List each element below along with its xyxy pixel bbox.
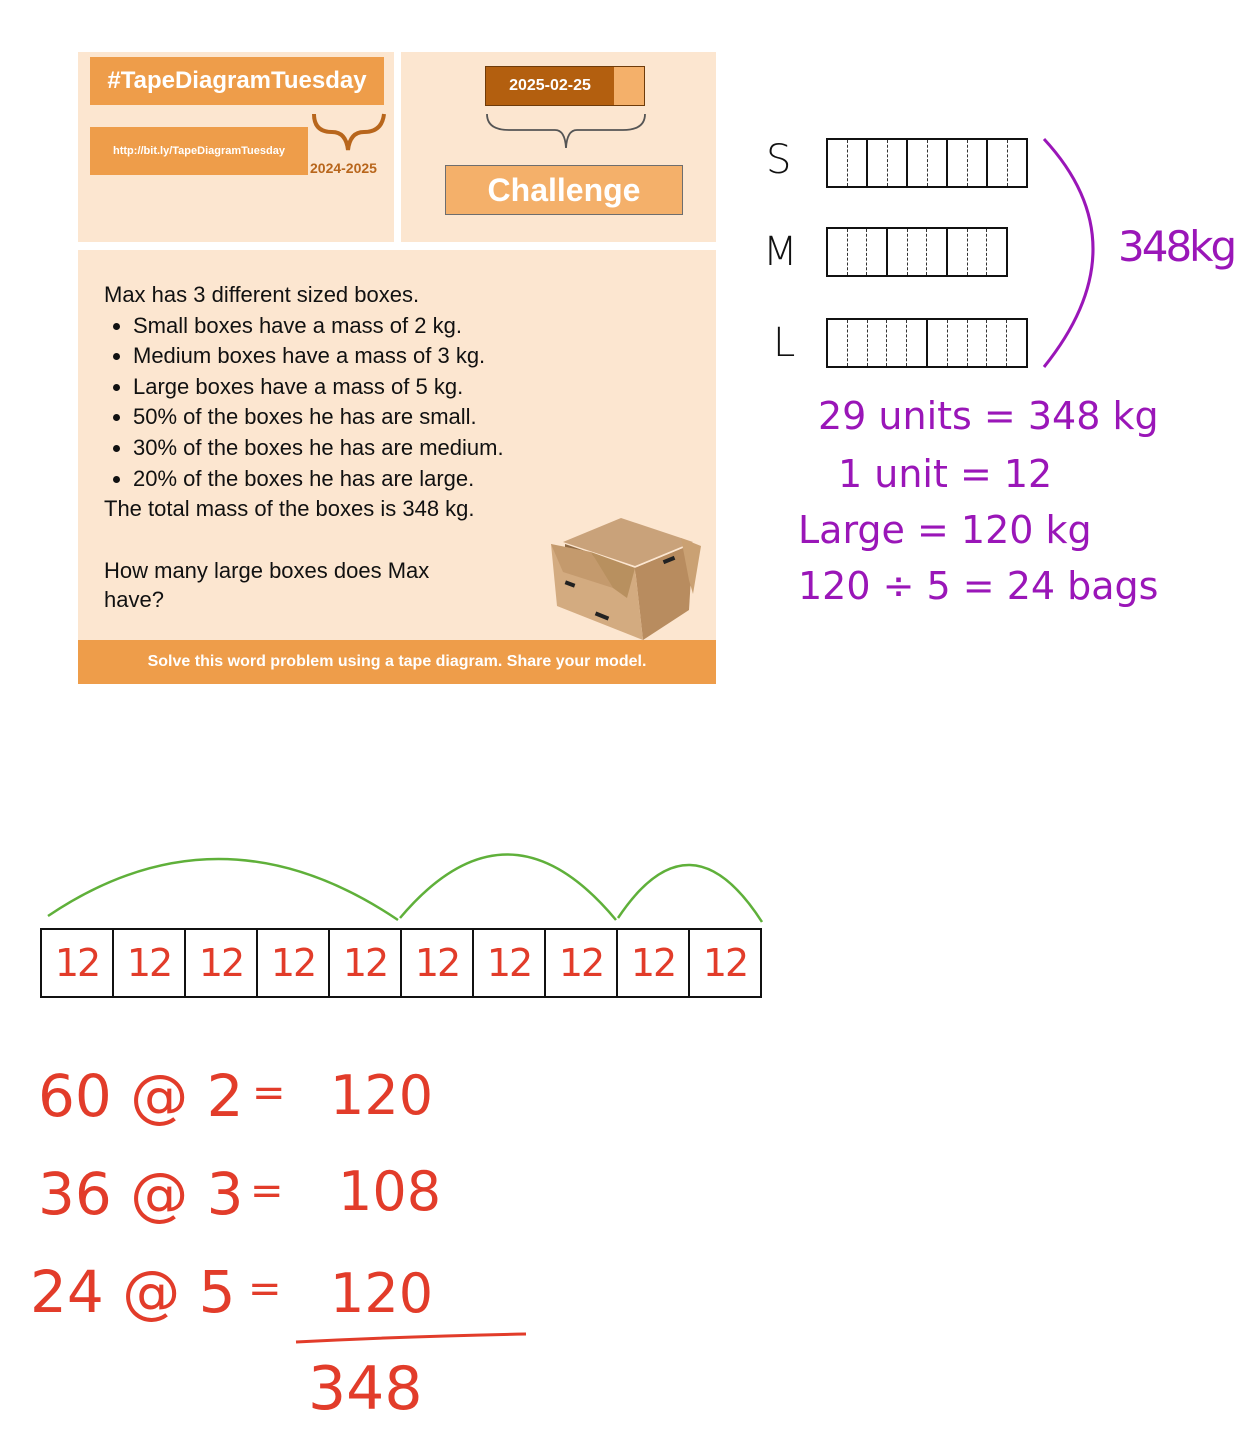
link-banner[interactable]: http://bit.ly/TapeDiagramTuesday — [90, 127, 308, 175]
tape-unit-group — [868, 140, 908, 186]
tape-unit — [968, 140, 987, 186]
tape-unit — [927, 229, 946, 275]
tape-unit-group — [828, 229, 888, 275]
row-label-small: S — [766, 137, 792, 183]
tape-cell: 12 — [330, 930, 402, 996]
hashtag-banner: #TapeDiagramTuesday — [90, 57, 384, 105]
question-line: How many large boxes does Max — [104, 557, 430, 583]
tape-cell: 12 — [474, 930, 546, 996]
footer-banner: Solve this word problem using a tape diagram. Share your model. — [78, 640, 716, 684]
calc-left: 24 @ 5 — [30, 1258, 236, 1326]
tape-unit — [867, 229, 886, 275]
problem-bullets — [104, 311, 574, 495]
tape-unit — [987, 320, 1007, 366]
tape-cell: 12 — [114, 930, 186, 996]
tape-unit — [848, 229, 868, 275]
problem-intro: Max has 3 different sized boxes. — [104, 282, 420, 307]
tape-unit — [828, 229, 848, 275]
group-arcs — [40, 840, 764, 930]
tape-cell: 12 — [618, 930, 690, 996]
total-label: 348kg — [1118, 222, 1235, 271]
tape-unit-group — [948, 229, 1006, 275]
calc-total: 348 — [308, 1354, 423, 1424]
work-line: 1 unit = 12 — [838, 452, 1053, 496]
tape-unit — [968, 320, 988, 366]
tape-unit — [948, 229, 968, 275]
calc-eq: = — [248, 1266, 282, 1312]
tape-unit-group — [928, 320, 1026, 366]
tape-unit — [888, 140, 907, 186]
tape-unit — [987, 229, 1006, 275]
brace-icon — [485, 112, 647, 152]
work-line: 29 units = 348 kg — [818, 394, 1159, 438]
brace-icon — [310, 110, 388, 156]
tape-unit-group — [988, 140, 1026, 186]
tape-unit — [868, 320, 888, 366]
tape-unit — [907, 320, 926, 366]
tape-large — [826, 318, 1028, 368]
tape-cell: 12 — [402, 930, 474, 996]
tape-unit — [848, 320, 868, 366]
challenge-card — [78, 52, 716, 684]
tape-unit — [968, 229, 988, 275]
bullet-item: • Large boxes have a mass of 5 kg. — [133, 372, 574, 403]
problem-text — [104, 280, 574, 614]
tape-medium — [826, 227, 1008, 277]
tape-unit — [888, 229, 908, 275]
tape-unit — [1008, 140, 1027, 186]
tape-unit-group — [908, 140, 948, 186]
bullet-item: • 30% of the boxes he has are medium. — [133, 433, 574, 464]
school-year: 2024-2025 — [310, 160, 377, 176]
calc-right: 120 — [330, 1262, 434, 1325]
tape-unit — [948, 320, 968, 366]
row-label-medium: M — [763, 229, 798, 275]
sum-line — [294, 1330, 530, 1346]
calc-right: 108 — [338, 1160, 442, 1223]
tape-unit — [828, 140, 848, 186]
tape-cell: 12 — [546, 930, 618, 996]
tape-unit — [928, 140, 947, 186]
tape-cell: 12 — [42, 930, 114, 996]
date-tape — [485, 66, 645, 106]
tape-small — [826, 138, 1028, 188]
tape-unit-group — [948, 140, 988, 186]
question-line: have? — [104, 586, 164, 612]
calc-left: 36 @ 3 — [38, 1160, 244, 1228]
tape-unit — [928, 320, 948, 366]
header-right-panel — [401, 52, 716, 242]
calc-right: 120 — [330, 1064, 434, 1127]
tape-unit — [908, 140, 928, 186]
work-line: Large = 120 kg — [798, 508, 1092, 552]
calc-left: 60 @ 2 — [38, 1062, 244, 1130]
bullet-item: • 20% of the boxes he has are large. — [133, 464, 574, 495]
tape-unit — [887, 320, 907, 366]
challenge-label: Challenge — [445, 165, 683, 215]
tape-unit — [988, 140, 1008, 186]
tape-unit-group — [828, 320, 928, 366]
header-left-panel — [78, 52, 394, 242]
tape-unit-group — [888, 229, 948, 275]
date-label: 2025-02-25 — [486, 67, 614, 105]
calc-eq: = — [252, 1070, 286, 1116]
bullet-item: • 50% of the boxes he has are small. — [133, 402, 574, 433]
tape-unit — [868, 140, 888, 186]
total-bracket — [1038, 135, 1118, 375]
tape-unit — [1007, 320, 1026, 366]
tape-cell: 12 — [702, 941, 748, 985]
problem-panel — [78, 250, 716, 640]
problem-question — [104, 556, 574, 614]
box-icon — [543, 510, 703, 645]
work-line: 120 ÷ 5 = 24 bags — [798, 564, 1159, 608]
tape-cell: 12 — [186, 930, 258, 996]
bullet-item: • Small boxes have a mass of 2 kg. — [133, 311, 574, 342]
problem-total: The total mass of the boxes is 348 kg. — [104, 496, 475, 522]
tape-unit — [908, 229, 928, 275]
tape-unit-group — [828, 140, 868, 186]
tape-unit — [848, 140, 867, 186]
bottom-tape — [40, 928, 762, 998]
bullet-item: • Medium boxes have a mass of 3 kg. — [133, 341, 574, 372]
calc-eq: = — [250, 1168, 284, 1214]
tape-unit — [828, 320, 848, 366]
row-label-large: L — [773, 320, 796, 366]
tape-cell: 12 — [258, 930, 330, 996]
tape-unit — [948, 140, 968, 186]
